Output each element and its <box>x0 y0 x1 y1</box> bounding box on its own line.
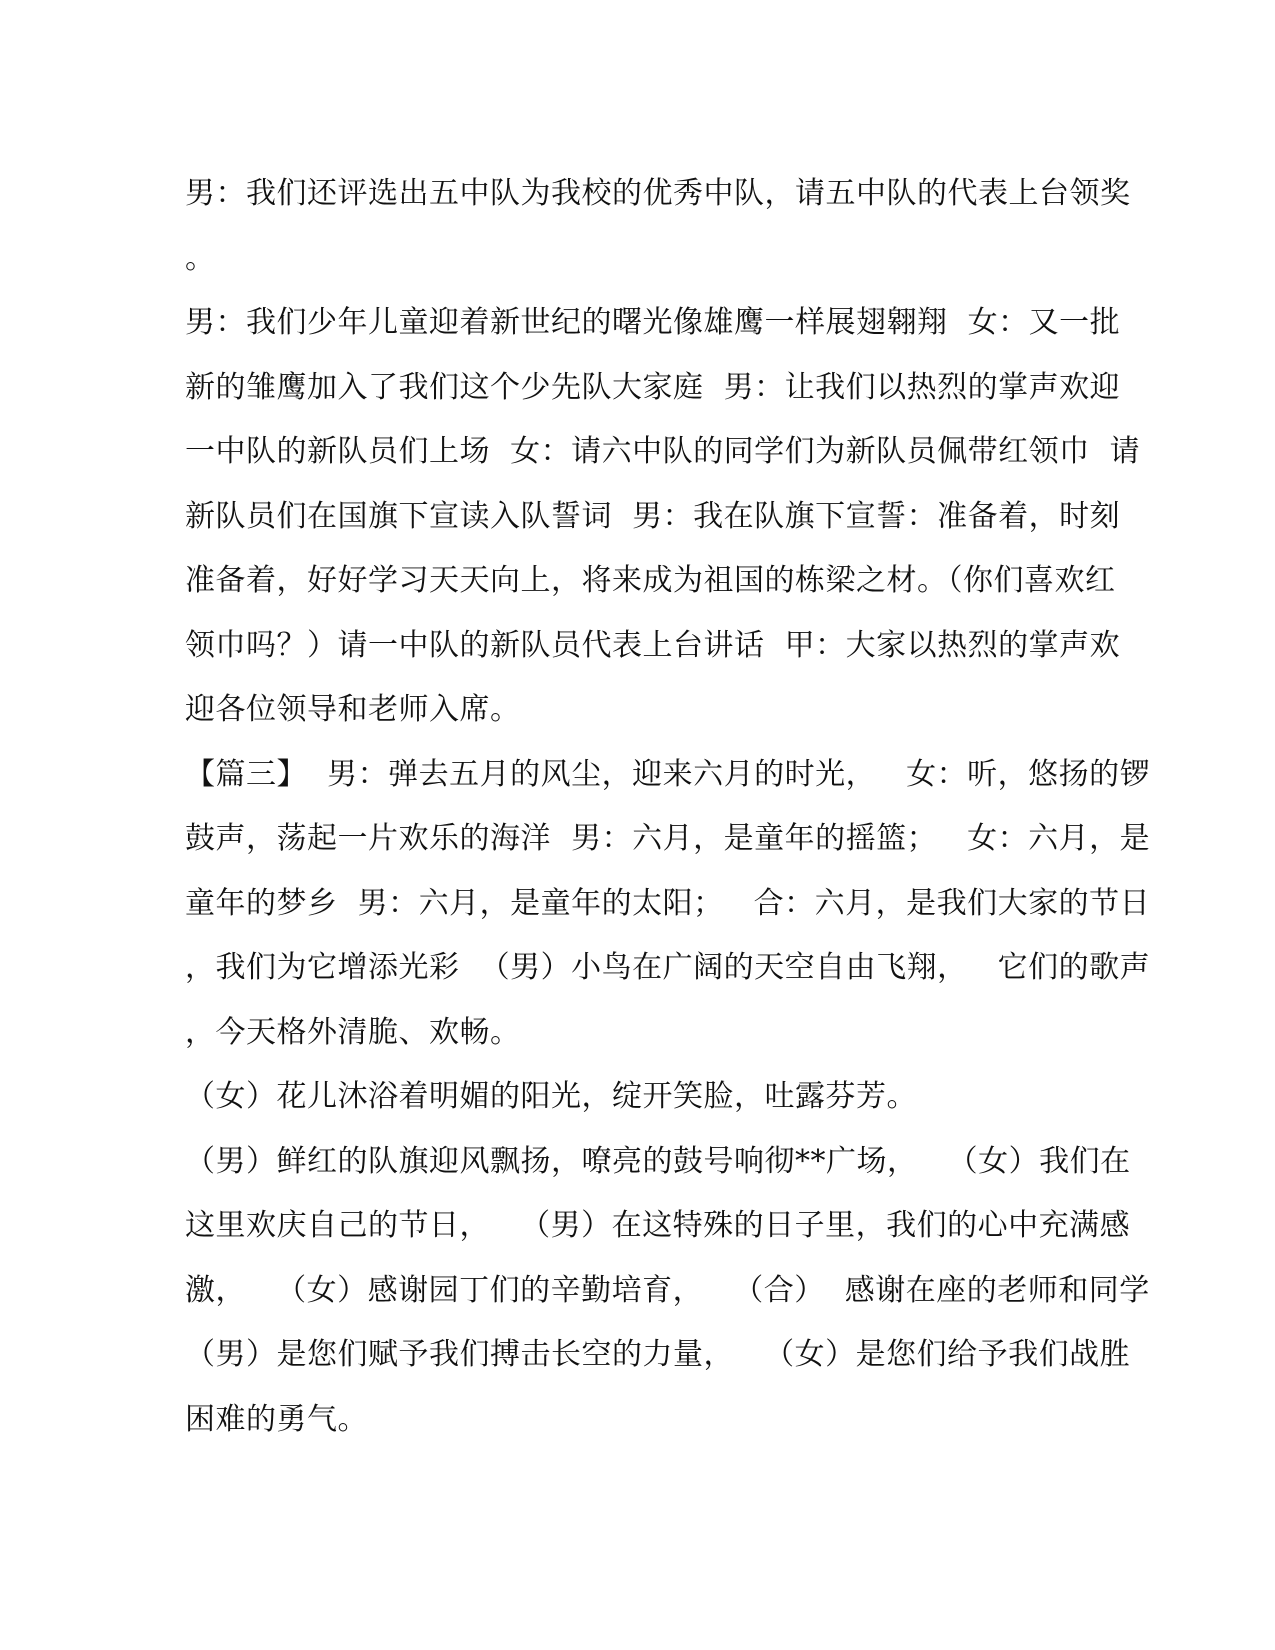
text-line: 鼓声，荡起一片欢乐的海洋 男：六月，是童年的摇篮； 女：六月，是 <box>185 821 1151 856</box>
text-line: ，今天格外清脆、欢畅。 <box>185 1014 521 1050</box>
text-line: 【篇三】 男：弹去五月的风尘，迎来六月的时光， 女：听，悠扬的锣 <box>185 756 1151 792</box>
text-line: 童年的梦乡 男：六月，是童年的太阳； 合：六月，是我们大家的节日 <box>185 885 1151 921</box>
text-line: （男）鲜红的队旗迎风飘扬，嘹亮的鼓号响彻**广场， （女）我们在 <box>185 1143 1131 1179</box>
text-line: 新的雏鹰加入了我们这个少先队大家庭 男：让我们以热烈的掌声欢迎 <box>185 369 1121 405</box>
text-line: 男：我们还评选出五中队为我校的优秀中队，请五中队的代表上台领奖 <box>185 176 1131 211</box>
text-line: 困难的勇气。 <box>185 1401 368 1437</box>
text-line: 一中队的新队员们上场 女：请六中队的同学们为新队员佩带红领巾 请 <box>185 434 1141 469</box>
body-text <box>185 162 1151 1452</box>
text-line: 领巾吗？）请一中队的新队员代表上台讲话 甲：大家以热烈的掌声欢 <box>185 627 1121 663</box>
text-line: 新队员们在国旗下宣读入队誓词 男：我在队旗下宣誓：准备着，时刻 <box>185 498 1121 534</box>
text-line: 这里欢庆自己的节日， （男）在这特殊的日子里，我们的心中充满感 <box>185 1208 1131 1243</box>
text-line: 准备着，好好学习天天向上，将来成为祖国的栋梁之材。（你们喜欢红 <box>185 563 1116 598</box>
text-line: 激， （女）感谢园丁们的辛勤培育， （合） 感谢在座的老师和同学 <box>185 1272 1150 1308</box>
text-line: 。 <box>185 240 216 276</box>
text-line: （女）花儿沐浴着明媚的阳光，绽开笑脸，吐露芬芳。 <box>185 1079 917 1114</box>
text-line: 男：我们少年儿童迎着新世纪的曙光像雄鹰一样展翅翱翔 女：又一批 <box>185 305 1121 340</box>
text-line: 迎各位领导和老师入席。 <box>185 692 521 727</box>
text-line: （男）是您们赋予我们搏击长空的力量， （女）是您们给予我们战胜 <box>185 1337 1131 1372</box>
text-line: ，我们为它增添光彩 （男）小鸟在广阔的天空自由飞翔， 它们的歌声 <box>185 950 1151 985</box>
